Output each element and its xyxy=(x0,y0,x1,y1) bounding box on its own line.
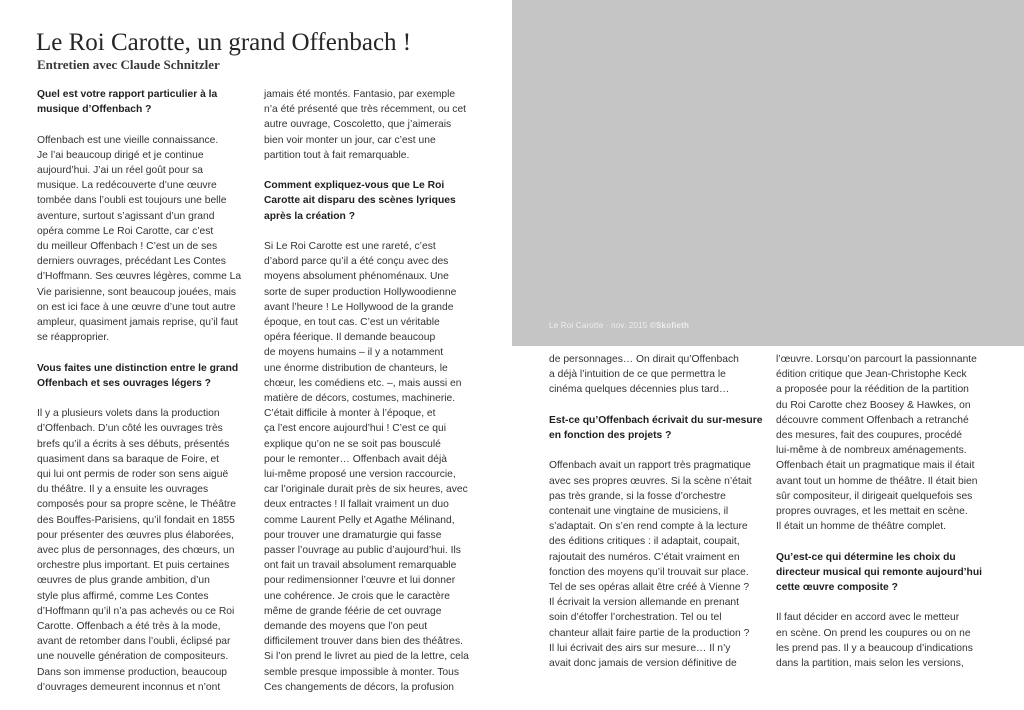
text-line: C’était difficile à monter à l’époque, et xyxy=(264,408,436,420)
text-line: ont fait un travail absolument remarquable xyxy=(264,560,457,572)
text-line: demande des moyens que l’on peut xyxy=(264,621,428,633)
text-line: sûr compositeur, il dirigeait quelquefois ses xyxy=(776,490,973,502)
text-line: composés pour sa propre scène, le Théâtre xyxy=(37,499,236,511)
caption-text: Le Roi Carotte · nov. 2015 xyxy=(549,321,648,330)
text-line: d’ouvrages demeurent inconnus et n’ont xyxy=(37,681,221,693)
text-line: d’Hoffmann qu’il n’a pas achevés ou ce Roi xyxy=(37,605,235,617)
text-line: même de grande féérie de cet ouvrage xyxy=(264,605,442,617)
text-line: avec plus de personnages, des chœurs, un xyxy=(37,545,235,557)
interview-question xyxy=(549,413,763,443)
interview-question xyxy=(37,87,252,117)
text-line: comme Laurent Pelly et Agathe Mélinand, xyxy=(264,514,455,526)
text-line: passer l’ouvrage au public d’aujourd’hui. Ils xyxy=(264,545,461,557)
text-line: rajoutait des numéros. C’était vraiment en xyxy=(549,551,740,563)
text-line: Tel de ses opéras allait être créé à Vienne ? xyxy=(549,582,750,594)
text-line: des mesures, fait des coupures, procédé xyxy=(776,430,963,442)
text-column-4 xyxy=(776,352,991,686)
text-line: aventure, surtout s’agissant d’un grand xyxy=(37,210,215,222)
text-line: n’a été présenté que très récemment, ou cet xyxy=(264,104,467,116)
text-line: Il lui écrivait des airs sur mesure… Il n’y xyxy=(549,642,731,654)
text-line: Carotte. Offenbach a été très à la mode, xyxy=(37,621,221,633)
text-line: Offenbach et ses ouvrages légers ? xyxy=(37,377,211,389)
text-line: propres ouvrages, et les mettait en scène. xyxy=(776,506,968,518)
text-line: lui-même proposé une version raccourcie, xyxy=(264,469,456,481)
text-line: Ces changements de décors, la profusion xyxy=(264,681,455,693)
text-line: d’Hoffmann. Ses œuvres légères, comme La xyxy=(37,271,242,283)
interview-answer xyxy=(549,352,759,398)
text-line: de moyens humains – il y a notamment xyxy=(264,347,444,359)
text-line: une nouvelle génération de compositeurs. xyxy=(37,651,229,663)
text-line: moyens absolument phénoménaux. Une xyxy=(264,271,449,283)
text-line: pas très grande, si la fosse d’orchestre xyxy=(549,490,726,502)
text-line: chœur, les comédiens etc. –, mais aussi en xyxy=(264,377,462,389)
interview-answer xyxy=(549,458,759,671)
text-line: explique qu’on ne se soit pas bousculé xyxy=(264,438,441,450)
text-line: ampleur, quasiment jamais reprise, qu’il faut xyxy=(37,317,238,329)
text-line: des Bouffes-Parisiens, qu’il fondait en 1855 xyxy=(37,514,235,526)
text-line: en fonction des projets ? xyxy=(549,430,672,441)
text-line: cinéma quelques décennies plus tard… xyxy=(549,384,730,396)
text-line: avant de retomber dans l’oubli, éclipsé par xyxy=(37,636,231,648)
text-line: Est-ce qu’Offenbach écrivait du sur-mesure xyxy=(549,414,763,426)
text-line: avait donc jamais de version définitive de xyxy=(549,658,737,670)
text-line: Je l’ai beaucoup dirigé et je continue xyxy=(37,149,204,161)
text-line: Si l’on prend le livret au pied de la lettre, cela xyxy=(264,651,469,663)
text-line: semble presque impossible à monter. Tous xyxy=(264,666,459,678)
article-title: Le Roi Carotte, un grand Offenbach ! xyxy=(36,29,412,56)
text-column-2 xyxy=(264,87,489,710)
text-line: Vous faites une distinction entre le grand xyxy=(37,362,239,374)
text-line: quasiment dans sa baraque de Foire, et xyxy=(37,453,220,465)
text-line: directeur musical qui remonte aujourd’hui xyxy=(776,566,982,578)
text-line: style plus affirmé, comme Les Contes xyxy=(37,590,209,602)
text-line: deux entractes ! Il fallait vraiment un duo xyxy=(264,499,449,511)
text-line: derniers ouvrages, précédant Les Contes xyxy=(37,256,226,268)
text-line: tombée dans l’oubli est toujours une belle xyxy=(37,195,227,207)
text-line: se réapproprier. xyxy=(37,332,110,344)
interview-answer xyxy=(264,87,489,163)
text-line: orchestre plus important. Et puis certaines xyxy=(37,560,230,572)
text-line: époque, en tout cas. C’est un véritable xyxy=(264,317,440,329)
text-line: œuvres de plus grande ambition, d’un xyxy=(37,575,210,587)
text-line: Offenbach avait un rapport très pragmatique xyxy=(549,460,751,472)
text-line: soin d’étoffer l’orchestration. Tel ou tel xyxy=(549,612,722,624)
text-line: Offenbach était un pragmatique mais il était xyxy=(776,460,975,472)
text-column-3 xyxy=(549,352,763,686)
article-subtitle: Entretien avec Claude Schnitzler xyxy=(37,57,220,72)
text-line: aujourd’hui. J’ai un réel goût pour sa xyxy=(37,165,204,176)
text-line: avec ses propres œuvres. Si la scène n’était xyxy=(549,475,752,487)
text-line: découvre comment Offenbach a retranché xyxy=(776,414,969,426)
production-photo xyxy=(512,0,1024,346)
text-line: Quel est votre rapport particulier à la xyxy=(37,89,218,100)
caption-credit: ©Skofieth xyxy=(649,321,690,330)
text-line: pour redimensionner l’œuvre et lui donner xyxy=(264,575,456,587)
interview-question xyxy=(264,178,489,224)
text-line: après la création ? xyxy=(264,210,355,222)
text-line: Comment expliquez-vous que Le Roi xyxy=(264,180,445,192)
text-line: avant tout un homme de théâtre. Il était bien xyxy=(776,475,978,487)
text-line: difficilement trouver dans bien des théâtres. xyxy=(264,636,463,648)
text-line: Il écrivait la version allemande en prenant xyxy=(549,597,740,609)
text-line: d’abord parce qu’il a été conçu avec des xyxy=(264,256,449,268)
text-line: car l’originale durait près de six heures, avec xyxy=(264,484,468,496)
text-line: Offenbach est une vieille connaissance. xyxy=(37,134,219,146)
text-line: bien voir monter un jour, car c’est une xyxy=(264,134,436,146)
text-line: du Roi Carotte chez Boosey & Hawkes, on xyxy=(776,399,971,411)
text-line: musique. La redécouverte d’une œuvre xyxy=(37,180,217,192)
text-line: les prend pas. Il y a beaucoup d’indications xyxy=(776,642,973,654)
text-line: avant l’heure ! Le Hollywood de la grande xyxy=(264,301,454,313)
text-line: fonction des moyens qu’il trouvait sur place. xyxy=(549,566,749,578)
text-line: pour présenter des œuvres plus élaborées, xyxy=(37,529,234,541)
text-line: édition critique que Jean-Christophe Keck xyxy=(776,369,967,381)
text-line: en scène. On prend les coupures ou on ne xyxy=(776,627,971,639)
text-line: ça l’est encore aujourd’hui ! C’est ce qui xyxy=(264,423,447,435)
text-line: de personnages… On dirait qu’Offenbach xyxy=(549,354,739,365)
text-line: des éditions critiques : il adaptait, coupait, xyxy=(549,536,740,548)
text-line: jamais été montés. Fantasio, par exemple xyxy=(264,89,456,100)
text-line: on est ici face à une œuvre d’une tout autre xyxy=(37,301,236,313)
interview-answer xyxy=(264,239,489,695)
text-line: Qu’est-ce qui détermine les choix du xyxy=(776,551,956,563)
text-line: s’adaptait. On s’en rend compte à la lecture xyxy=(549,521,748,533)
text-line: Vie parisienne, sont beaucoup jouées, mais xyxy=(37,286,237,298)
interview-answer xyxy=(776,352,991,534)
text-line: Dans son immense production, beaucoup xyxy=(37,666,228,678)
text-column-1 xyxy=(37,87,252,710)
photo-caption xyxy=(549,321,689,330)
interview-answer xyxy=(37,133,252,346)
text-line: Il faut décider en accord avec le metteur xyxy=(776,612,960,624)
text-line: sorte de super production Hollywoodienne xyxy=(264,286,457,298)
interview-answer xyxy=(776,610,991,671)
text-line: du meilleur Offenbach ! C’est un de ses xyxy=(37,241,218,253)
text-line: partition tout à fait remarquable. xyxy=(264,149,410,161)
text-line: cette œuvre composite ? xyxy=(776,582,898,594)
text-line: a déjà l’intuition de ce que permettra le xyxy=(549,369,726,381)
text-line: Carotte ait disparu des scènes lyriques xyxy=(264,195,456,207)
text-line: contenait une vingtaine de musiciens, il xyxy=(549,506,729,517)
text-line: pour trouver une dramaturgie qui fasse xyxy=(264,529,442,541)
text-line: du théâtre. Il y a ensuite les ouvrages xyxy=(37,484,209,496)
text-line: musique d’Offenbach ? xyxy=(37,104,152,116)
text-line: une cohérence. Je crois que le caractère xyxy=(264,590,451,602)
interview-answer xyxy=(37,406,252,695)
text-line: l’œuvre. Lorsqu’on parcourt la passionnante xyxy=(776,354,977,365)
text-line: chanteur allait faire partie de la production ? xyxy=(549,627,750,639)
text-line: autre ouvrage, Coscoletto, que j’aimerais xyxy=(264,119,452,131)
text-line: brefs qu’il a écrits à ses débuts, présentés xyxy=(37,438,230,450)
text-line: Il y a plusieurs volets dans la production xyxy=(37,408,220,420)
interview-question xyxy=(776,550,991,596)
text-line: lui-même à de nombreux aménagements. xyxy=(776,445,967,457)
text-line: d’Offenbach. D’un côté les ouvrages très xyxy=(37,423,223,435)
text-line: Si Le Roi Carotte est une rareté, c’est xyxy=(264,241,436,252)
text-line: dans la partition, mais selon les versions, xyxy=(776,658,964,670)
text-line: a proposée pour la réédition de la partition xyxy=(776,384,969,396)
text-line: Il était un homme de théâtre complet. xyxy=(776,521,946,533)
text-line: une énorme distribution de chanteurs, le xyxy=(264,362,448,374)
text-line: opéra comme Le Roi Carotte, car c’est xyxy=(37,225,214,237)
text-line: matière de décors, costumes, machinerie. xyxy=(264,393,456,405)
text-line: pour le remonter… Offenbach avait déjà xyxy=(264,453,447,465)
text-line: opéra féerique. Il demande beaucoup xyxy=(264,332,436,344)
interview-question xyxy=(37,361,252,391)
text-line: qui lui ont permis de roder son sens aiguë xyxy=(37,469,229,481)
